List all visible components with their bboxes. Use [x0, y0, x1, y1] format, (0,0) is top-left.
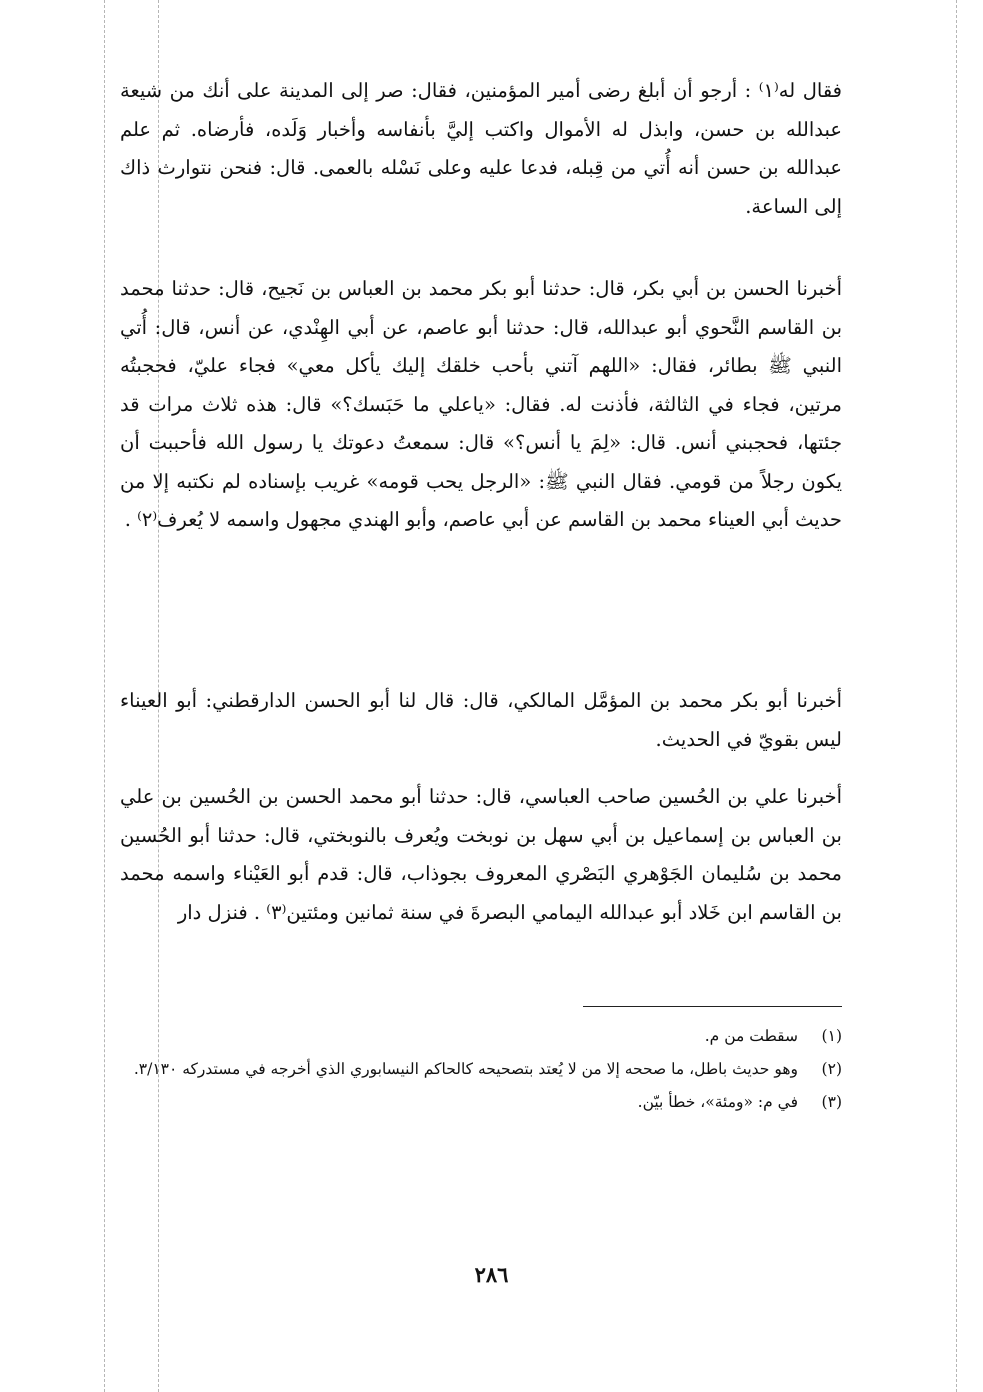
paragraph-3	[120, 682, 842, 759]
footnote-number: (٣)	[821, 1093, 842, 1111]
page-number: ٢٨٦	[474, 1262, 509, 1287]
footnote-1	[120, 1020, 842, 1053]
footnote-separator	[583, 1006, 842, 1007]
footnote-text: سقطت من م.	[704, 1027, 798, 1045]
paragraph-4	[120, 778, 842, 932]
paragraph-2	[120, 270, 842, 540]
footnote-number: (١)	[821, 1027, 842, 1045]
scan-margin-line-right	[956, 0, 957, 1392]
footnote-text: وهو حديث باطل، ما صححه إلا من لا يُعتد بتصحيحه كالحاكم النيسابوري الذي أخرجه في مستدركه ٣/١٣٠.	[133, 1060, 798, 1078]
paragraph-2-text: أخبرنا الحسن بن أبي بكر، قال: حدثنا أبو بكر محمد بن العباس بن نَجيح، قال: حدثنا محمد بن القاسم النَّحوي أبو عبدالله، قال: حدثنا أبو عاصم، عن أبي الهِنْدي، عن أنس، قال: أُتي النبي ﷺ بطائر، فقال: «اللهم آتني بأحب خلقك إليك يأكل معي» فجاء عليّ، فحجبتُه مرتين، فجاء في الثالثة، فأذنت له. فقال: «ياعلي ما حَبَسك؟» قال: هذه ثلاث مرات قد جئتها، فحجبني أنس. قال: «لِمَ يا أنس؟» قال: سمعتُ دعوتك يا رسول الله فأحببت أن يكون رجلاً من قومي. فقال النبي ﷺ: «الرجل يحب قومه» غريب بإسناده لم نكتبه إلا من حديث أبي العيناء محمد بن القاسم عن أبي عاصم، وأبو الهندي مجهول واسمه لا يُعرف⁽٢⁾ .	[120, 277, 842, 531]
paragraph-4-text: أخبرنا علي بن الحُسين صاحب العباسي، قال: حدثنا أبو محمد الحسن بن الحُسين بن علي بن العباس بن إسماعيل بن أبي سهل بن نوبخت ويُعرف بالنوبختي، قال: حدثنا أبو الحُسين محمد بن سُليمان الجَوْهري البَصْري المعروف بجوذاب، قال: قدم أبو العَيْناء واسمه محمد بن القاسم ابن خَلاد أبو عبدالله اليمامي البصرةَ في سنة ثمانين ومئتين⁽٣⁾ . فنزل دار	[120, 785, 842, 924]
footnotes	[120, 1020, 842, 1119]
footnote-text: في م: «ومئة»، خطأ بيّن.	[637, 1093, 798, 1111]
paragraph-3-text: أخبرنا أبو بكر محمد بن المؤمَّل المالكي، قال: قال لنا أبو الحسن الدارقطني: أبو العيناء ليس بقويّ في الحديث.	[120, 689, 842, 751]
paragraph-1	[120, 72, 842, 226]
footnote-2	[120, 1053, 842, 1086]
footnote-number: (٢)	[821, 1060, 842, 1078]
paragraph-1-text: فقال له⁽١⁾ : أرجو أن أبلغ رضى أمير المؤمنين، فقال: صر إلى المدينة على أنك من شيعة عبدالله بن حسن، وابذل له الأموال واكتب إليَّ بأنفاسه وأخبار وَلَده، فأرضاه. ثم علم عبدالله بن حسن أنه أُتي من قِبله، فدعا عليه وعلى نَسْله بالعمى. قال: فنحن نتوارث ذاك إلى الساعة.	[120, 79, 843, 218]
footnote-3	[120, 1086, 842, 1119]
scan-margin-line-left	[104, 0, 105, 1392]
